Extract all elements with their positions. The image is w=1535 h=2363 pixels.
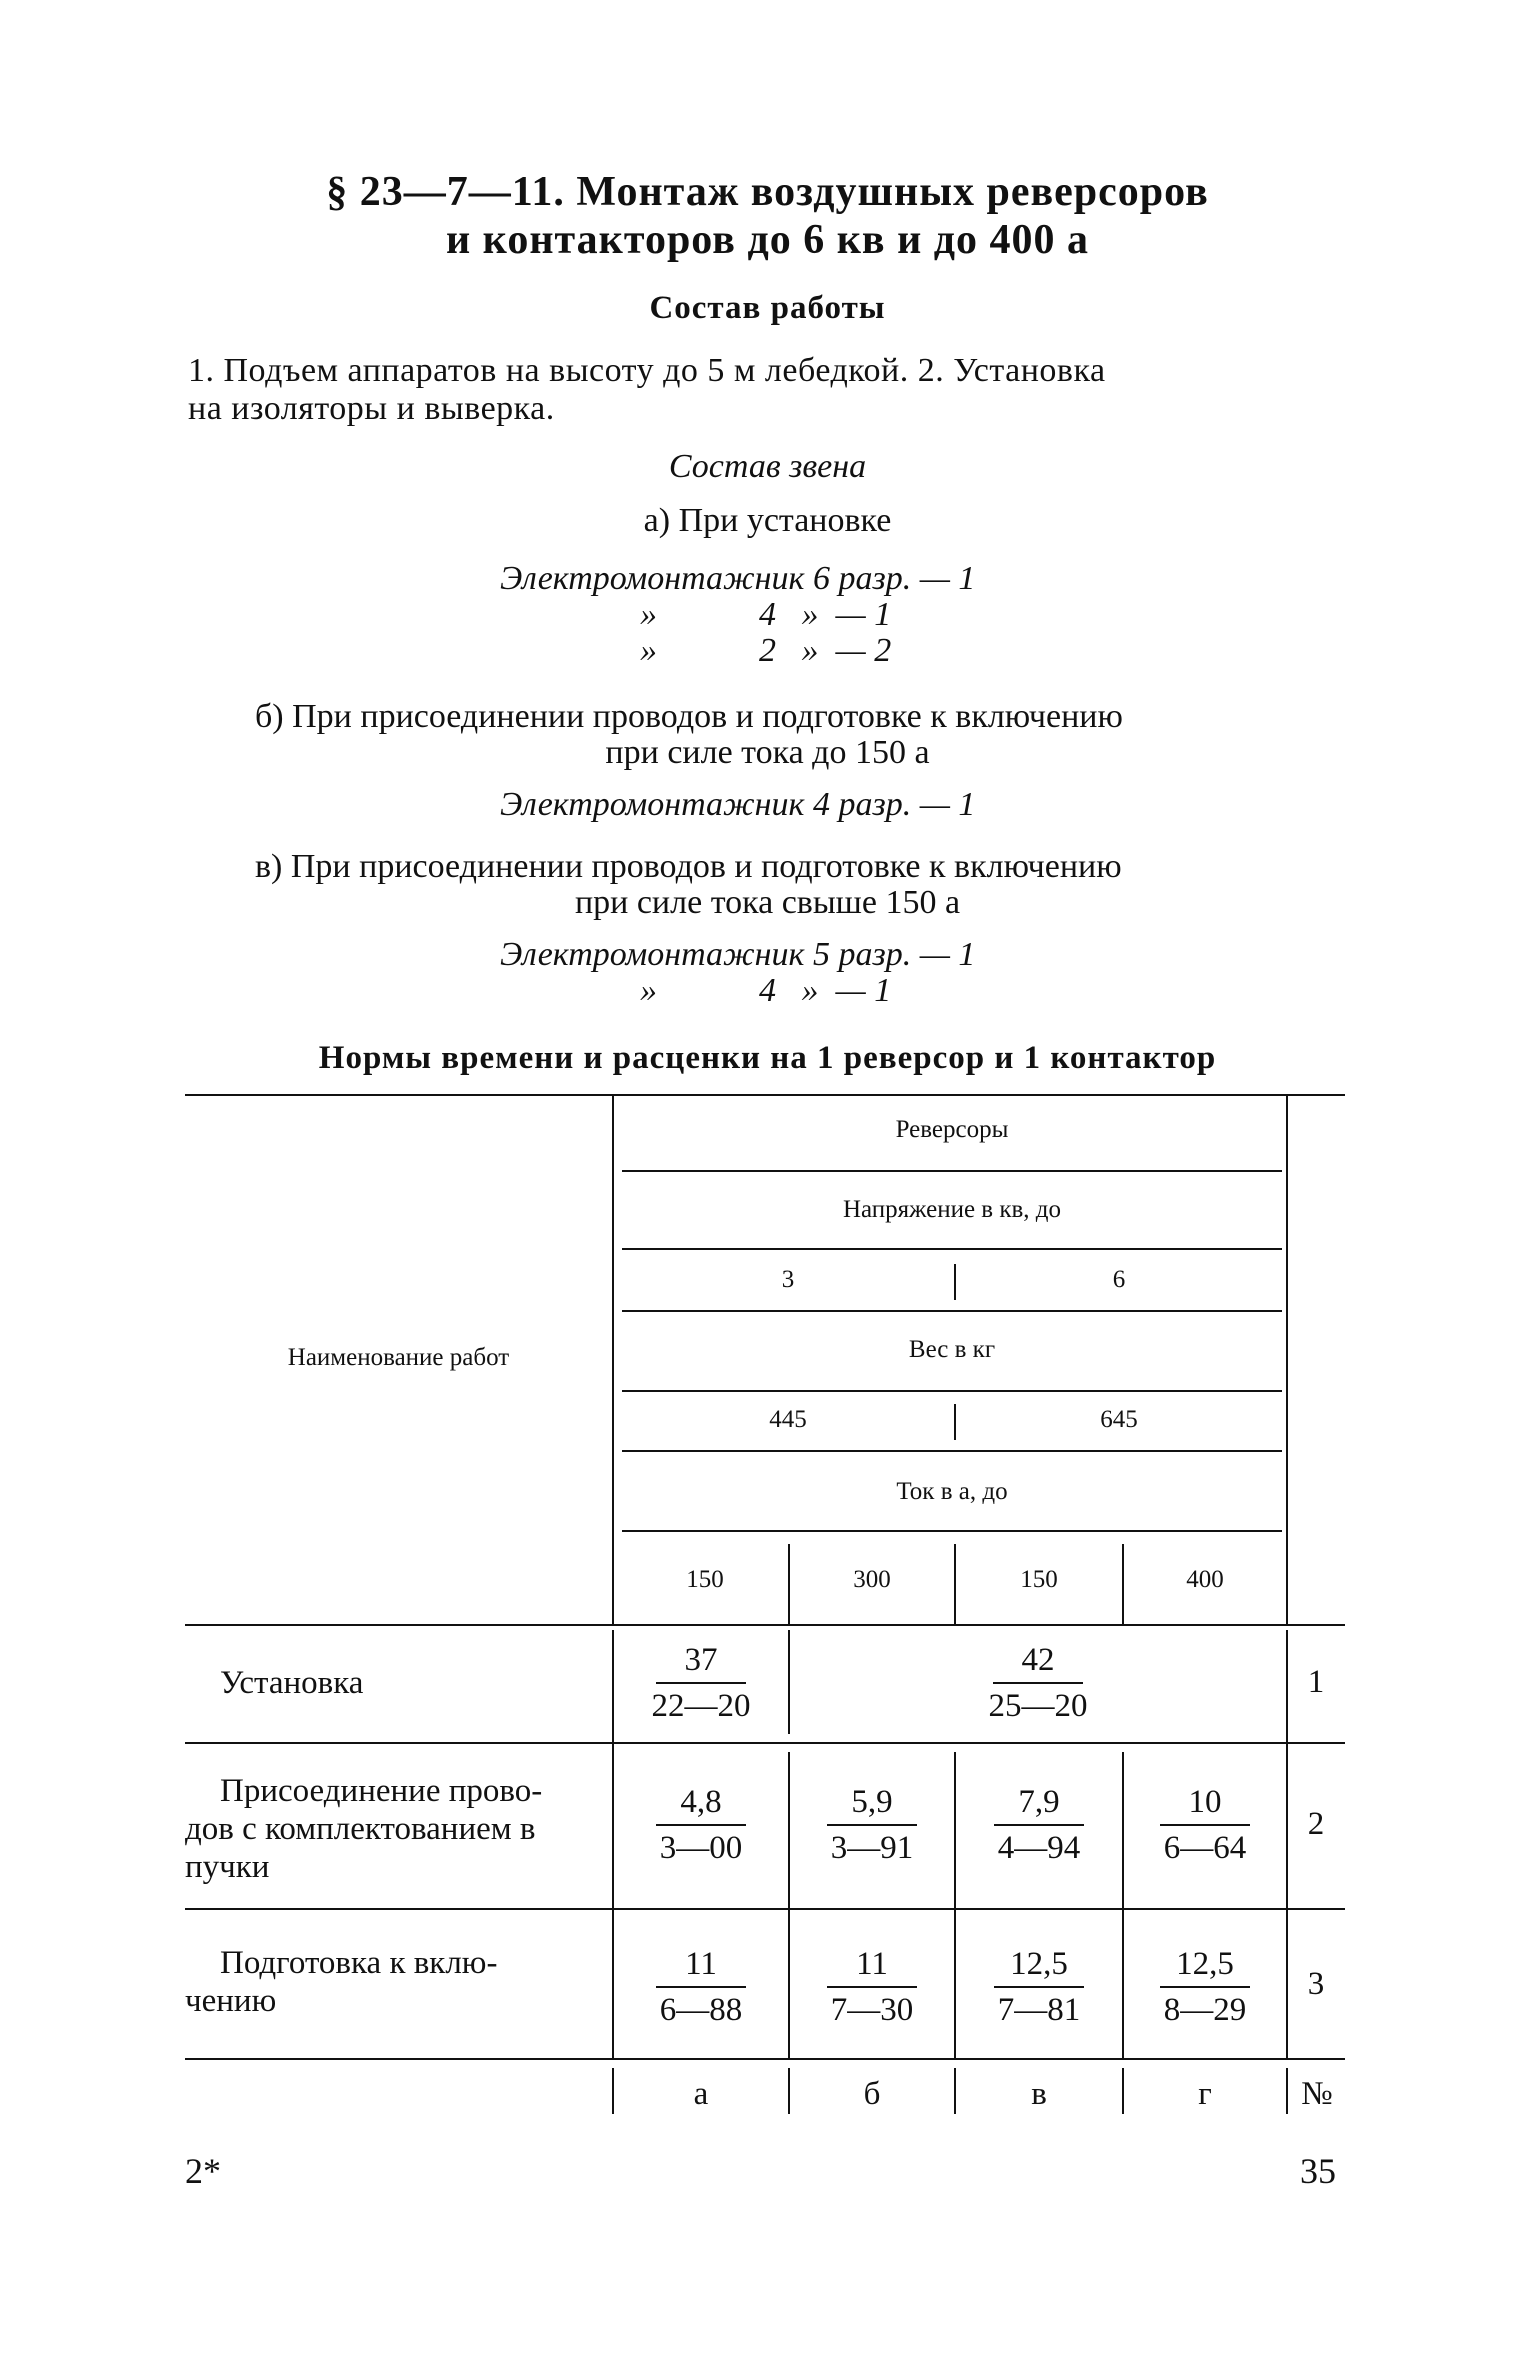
name-column-header: Наименование работ: [287, 1344, 510, 1371]
table-rule: [622, 1310, 1282, 1312]
norm-cell: [956, 1782, 1122, 1868]
column-letter: б: [863, 2076, 881, 2112]
crew-c-line: Электромонтажник 5 разр. — 1: [500, 936, 976, 973]
time-norm: 7,9: [1018, 1784, 1060, 1820]
fraction-bar: [827, 1824, 917, 1826]
column-letter: в: [1031, 2076, 1047, 2112]
time-norm: 12,5: [1010, 1946, 1068, 1982]
page-number: 35: [1300, 2151, 1336, 2191]
work-composition-line1: 1. Подъем аппаратов на высоту до 5 м лебедкой. 2. Установка: [188, 352, 1106, 389]
time-norm: 42: [1021, 1642, 1055, 1678]
table-rule: [185, 1742, 1345, 1744]
rate: 4—94: [997, 1830, 1081, 1866]
table-rule: [622, 1530, 1282, 1532]
table-caption: Нормы времени и расценки на 1 реверсор и 1 контактор: [318, 1040, 1217, 1076]
time-norm: 11: [856, 1946, 888, 1982]
weight-header: Вес в кг: [908, 1336, 996, 1363]
fraction-bar: [993, 1682, 1083, 1684]
norm-cell: [614, 1782, 788, 1868]
fraction-bar: [1160, 1986, 1250, 1988]
crew-b-heading-line2: при силе тока до 150 а: [605, 734, 930, 771]
time-norm: 5,9: [851, 1784, 893, 1820]
current-header: Ток в а, до: [896, 1478, 1008, 1505]
voltage-header: Напряжение в кв, до: [842, 1196, 1062, 1223]
rate: 25—20: [988, 1688, 1088, 1724]
fraction-bar: [994, 1824, 1084, 1826]
weight-value: 645: [1100, 1406, 1138, 1433]
column-letter: г: [1198, 2076, 1212, 2112]
section-title-line2: и контакторов до 6 кв и до 400 а: [445, 217, 1090, 263]
reversors-header: Реверсоры: [895, 1116, 1009, 1143]
row-name-connection: дов с комплектованием в: [185, 1811, 536, 1847]
rate: 8—29: [1163, 1992, 1247, 2028]
row-name-preparation: Подготовка к вклю-: [220, 1945, 498, 1981]
row-name-installation: Установка: [220, 1665, 364, 1701]
norm-cell: [790, 1640, 1286, 1726]
signature-mark: 2*: [185, 2151, 221, 2191]
rate: 3—91: [830, 1830, 914, 1866]
crew-a-line: » 4 » — 1: [640, 596, 892, 633]
table-top-rule: [185, 1094, 1345, 1096]
norm-cell: [790, 1944, 954, 2030]
rate: 22—20: [651, 1688, 751, 1724]
table-divider: [612, 1094, 614, 1624]
current-value: 400: [1186, 1566, 1224, 1593]
time-norm: 4,8: [680, 1784, 722, 1820]
current-value: 150: [686, 1566, 724, 1593]
rate: 6—88: [659, 1992, 743, 2028]
time-norm: 12,5: [1176, 1946, 1234, 1982]
number-sign: №: [1301, 2076, 1333, 2112]
norm-cell: [614, 1944, 788, 2030]
voltage-value: 6: [1112, 1266, 1126, 1293]
rate: 7—81: [997, 1992, 1081, 2028]
crew-a-heading: а) При установке: [643, 502, 892, 539]
fraction-bar: [1160, 1824, 1250, 1826]
row-number: 1: [1307, 1664, 1325, 1700]
crew-c-heading-line2: при силе тока свыше 150 а: [574, 884, 961, 921]
work-composition-heading: Состав работы: [649, 290, 886, 326]
norm-cell: [790, 1782, 954, 1868]
row-number: 2: [1307, 1806, 1325, 1842]
crew-heading: Состав звена: [668, 448, 867, 485]
rate: 7—30: [830, 1992, 914, 2028]
table-rule: [622, 1450, 1282, 1452]
table-rule: [622, 1390, 1282, 1392]
row-name-preparation: чению: [185, 1983, 277, 2019]
column-letter: а: [693, 2076, 709, 2112]
voltage-value: 3: [781, 1266, 795, 1293]
norm-cell: [1124, 1944, 1286, 2030]
fraction-bar: [656, 1824, 746, 1826]
crew-c-line: » 4 » — 1: [640, 972, 892, 1009]
table-rule: [185, 2058, 1345, 2060]
crew-b-heading-line1: б) При присоединении проводов и подготовке к включению: [255, 698, 1123, 735]
norm-cell: [956, 1944, 1122, 2030]
fraction-bar: [827, 1986, 917, 1988]
table-divider: [1286, 1630, 1288, 2060]
row-number: 3: [1307, 1966, 1325, 2002]
current-value: 150: [1020, 1566, 1058, 1593]
fraction-bar: [994, 1986, 1084, 1988]
table-rule: [622, 1248, 1282, 1250]
table-rule: [622, 1170, 1282, 1172]
row-name-connection: пучки: [185, 1849, 270, 1885]
table-divider: [1286, 1094, 1288, 1624]
time-norm: 11: [685, 1946, 717, 1982]
time-norm: 10: [1188, 1784, 1222, 1820]
section-title-line1: § 23—7—11. Монтаж воздушных реверсоров: [326, 169, 1209, 215]
crew-a-line: » 2 » — 2: [640, 632, 892, 669]
crew-a-line: Электромонтажник 6 разр. — 1: [500, 560, 976, 597]
row-name-connection: Присоединение прово-: [220, 1773, 543, 1809]
crew-c-heading-line1: в) При присоединении проводов и подготовке к включению: [255, 848, 1122, 885]
work-composition-line2: на изоляторы и выверка.: [188, 390, 555, 427]
fraction-bar: [656, 1682, 746, 1684]
fraction-bar: [656, 1986, 746, 1988]
rate: 3—00: [659, 1830, 743, 1866]
time-norm: 37: [684, 1642, 718, 1678]
crew-b-line: Электромонтажник 4 разр. — 1: [500, 786, 976, 823]
weight-value: 445: [769, 1406, 807, 1433]
rate: 6—64: [1163, 1830, 1247, 1866]
norm-cell: [614, 1640, 788, 1726]
table-divider: [1286, 2068, 1288, 2114]
table-rule: [185, 1624, 1345, 1626]
table-rule: [185, 1908, 1345, 1910]
current-value: 300: [853, 1566, 891, 1593]
norm-cell: [1124, 1782, 1286, 1868]
